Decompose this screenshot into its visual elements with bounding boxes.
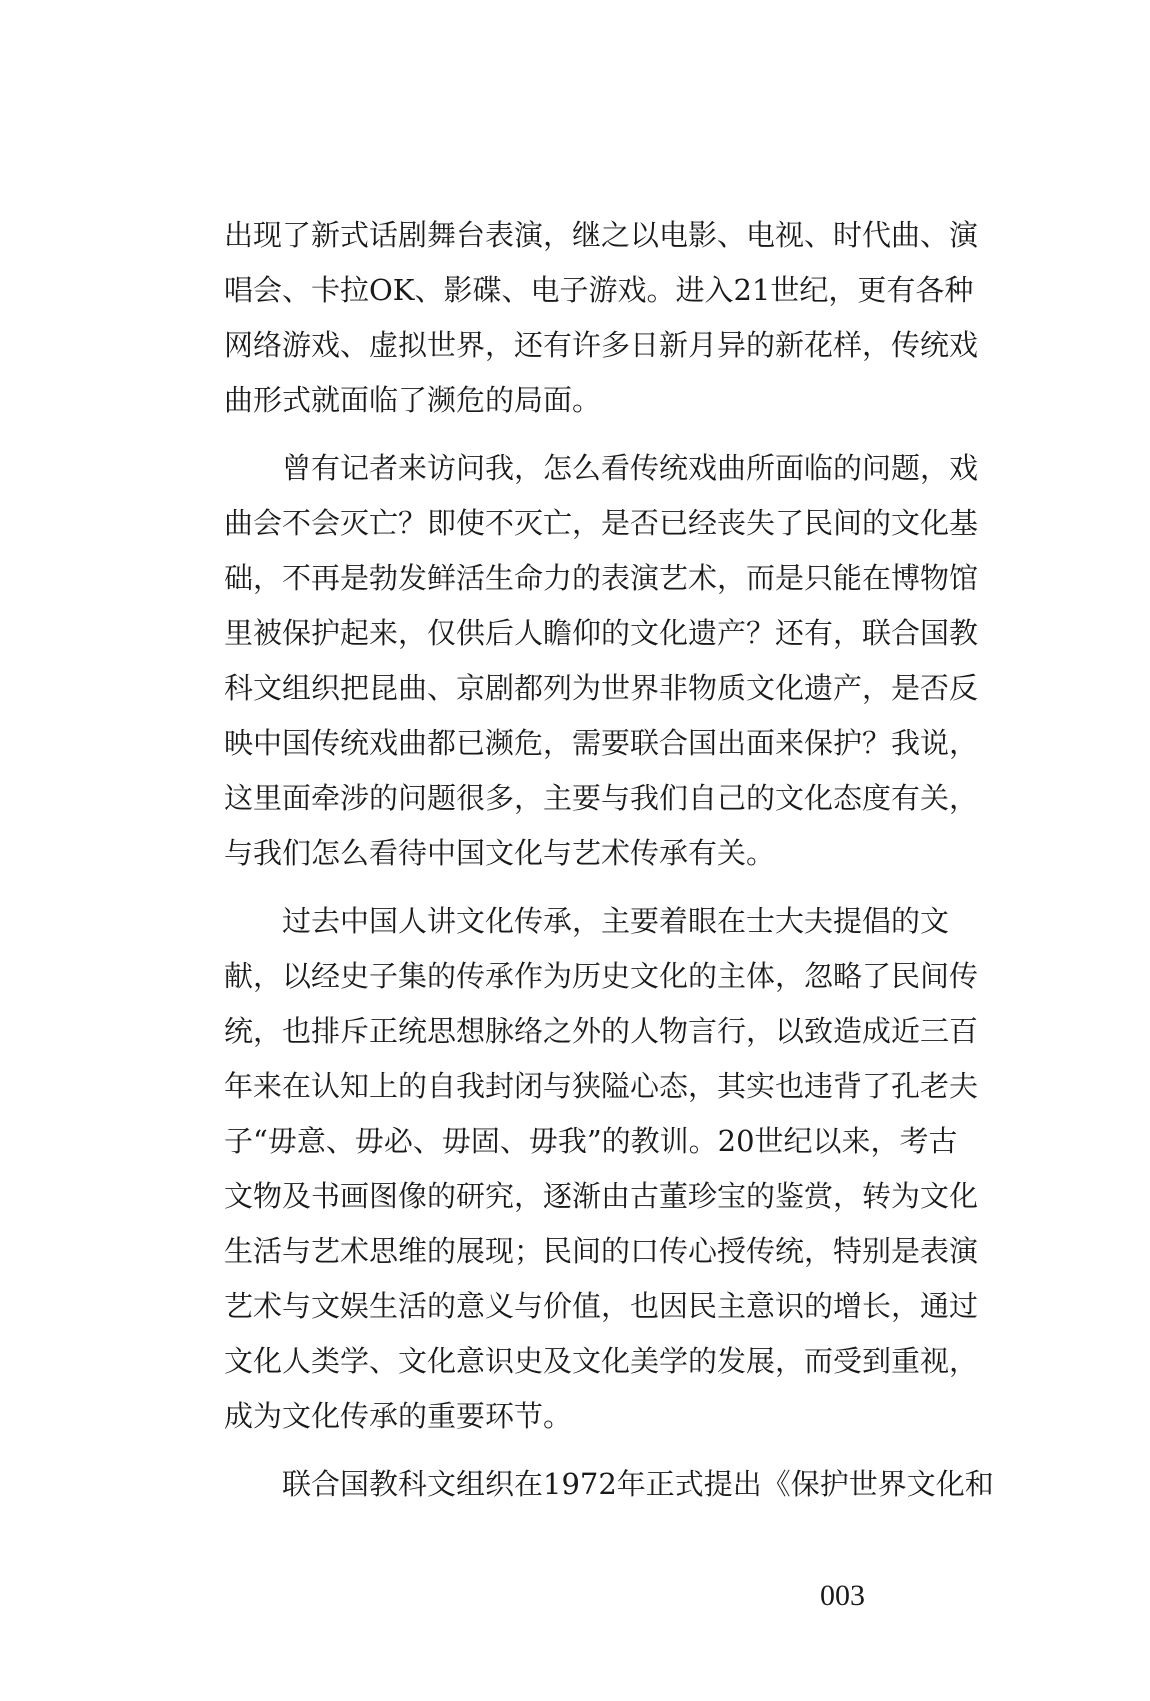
paragraph (224, 1457, 994, 1512)
text-line: 网络游戏、虚拟世界，还有许多日新月异的新花样，传统戏 (224, 328, 979, 362)
text-line: 曲形式就面临了濒危的局面。 (224, 383, 602, 417)
text-line: 统，也排斥正统思想脉络之外的人物言行，以致造成近三百 (224, 1014, 979, 1048)
text-line: 这里面牵涉的问题很多，主要与我们自己的文化态度有关， (224, 781, 979, 815)
paragraph (224, 208, 979, 428)
text-line: 映中国传统戏曲都已濒危，需要联合国出面来保护？我说， (224, 726, 979, 760)
text-line: 子“毋意、毋必、毋固、毋我”的教训。20世纪以来，考古 (224, 1124, 958, 1158)
text-line: 曾有记者来访问我，怎么看传统戏曲所面临的问题，戏 (282, 451, 979, 485)
text-line: 出现了新式话剧舞台表演，继之以电影、电视、时代曲、演 (224, 218, 979, 252)
paragraph (224, 894, 979, 1444)
text-line: 科文组织把昆曲、京剧都列为世界非物质文化遗产，是否反 (224, 671, 979, 705)
page-number: 003 (820, 1579, 865, 1612)
text-line: 联合国教科文组织在1972年正式提出《保护世界文化和 (282, 1467, 994, 1501)
text-line: 础，不再是勃发鲜活生命力的表演艺术，而是只能在博物馆 (224, 561, 979, 595)
text-line: 文物及书画图像的研究，逐渐由古董珍宝的鉴赏，转为文化 (224, 1179, 979, 1213)
text-line: 献，以经史子集的传承作为历史文化的主体，忽略了民间传 (224, 959, 979, 993)
text-line: 里被保护起来，仅供后人瞻仰的文化遗产？还有，联合国教 (224, 616, 979, 650)
text-line: 年来在认知上的自我封闭与狭隘心态，其实也违背了孔老夫 (224, 1069, 979, 1103)
text-line: 艺术与文娱生活的意义与价值，也因民主意识的增长，通过 (224, 1289, 979, 1323)
text-line: 文化人类学、文化意识史及文化美学的发展，而受到重视， (224, 1344, 979, 1378)
text-line: 成为文化传承的重要环节。 (224, 1399, 573, 1433)
text-line: 唱会、卡拉OK、影碟、电子游戏。进入21世纪，更有各种 (224, 273, 974, 307)
body-text (224, 208, 994, 1512)
paragraph (224, 441, 979, 881)
text-line: 过去中国人讲文化传承，主要着眼在士大夫提倡的文 (282, 904, 950, 938)
text-line: 生活与艺术思维的展现；民间的口传心授传统，特别是表演 (224, 1234, 979, 1268)
text-line: 曲会不会灭亡？即使不灭亡，是否已经丧失了民间的文化基 (224, 506, 979, 540)
text-line: 与我们怎么看待中国文化与艺术传承有关。 (224, 836, 776, 870)
